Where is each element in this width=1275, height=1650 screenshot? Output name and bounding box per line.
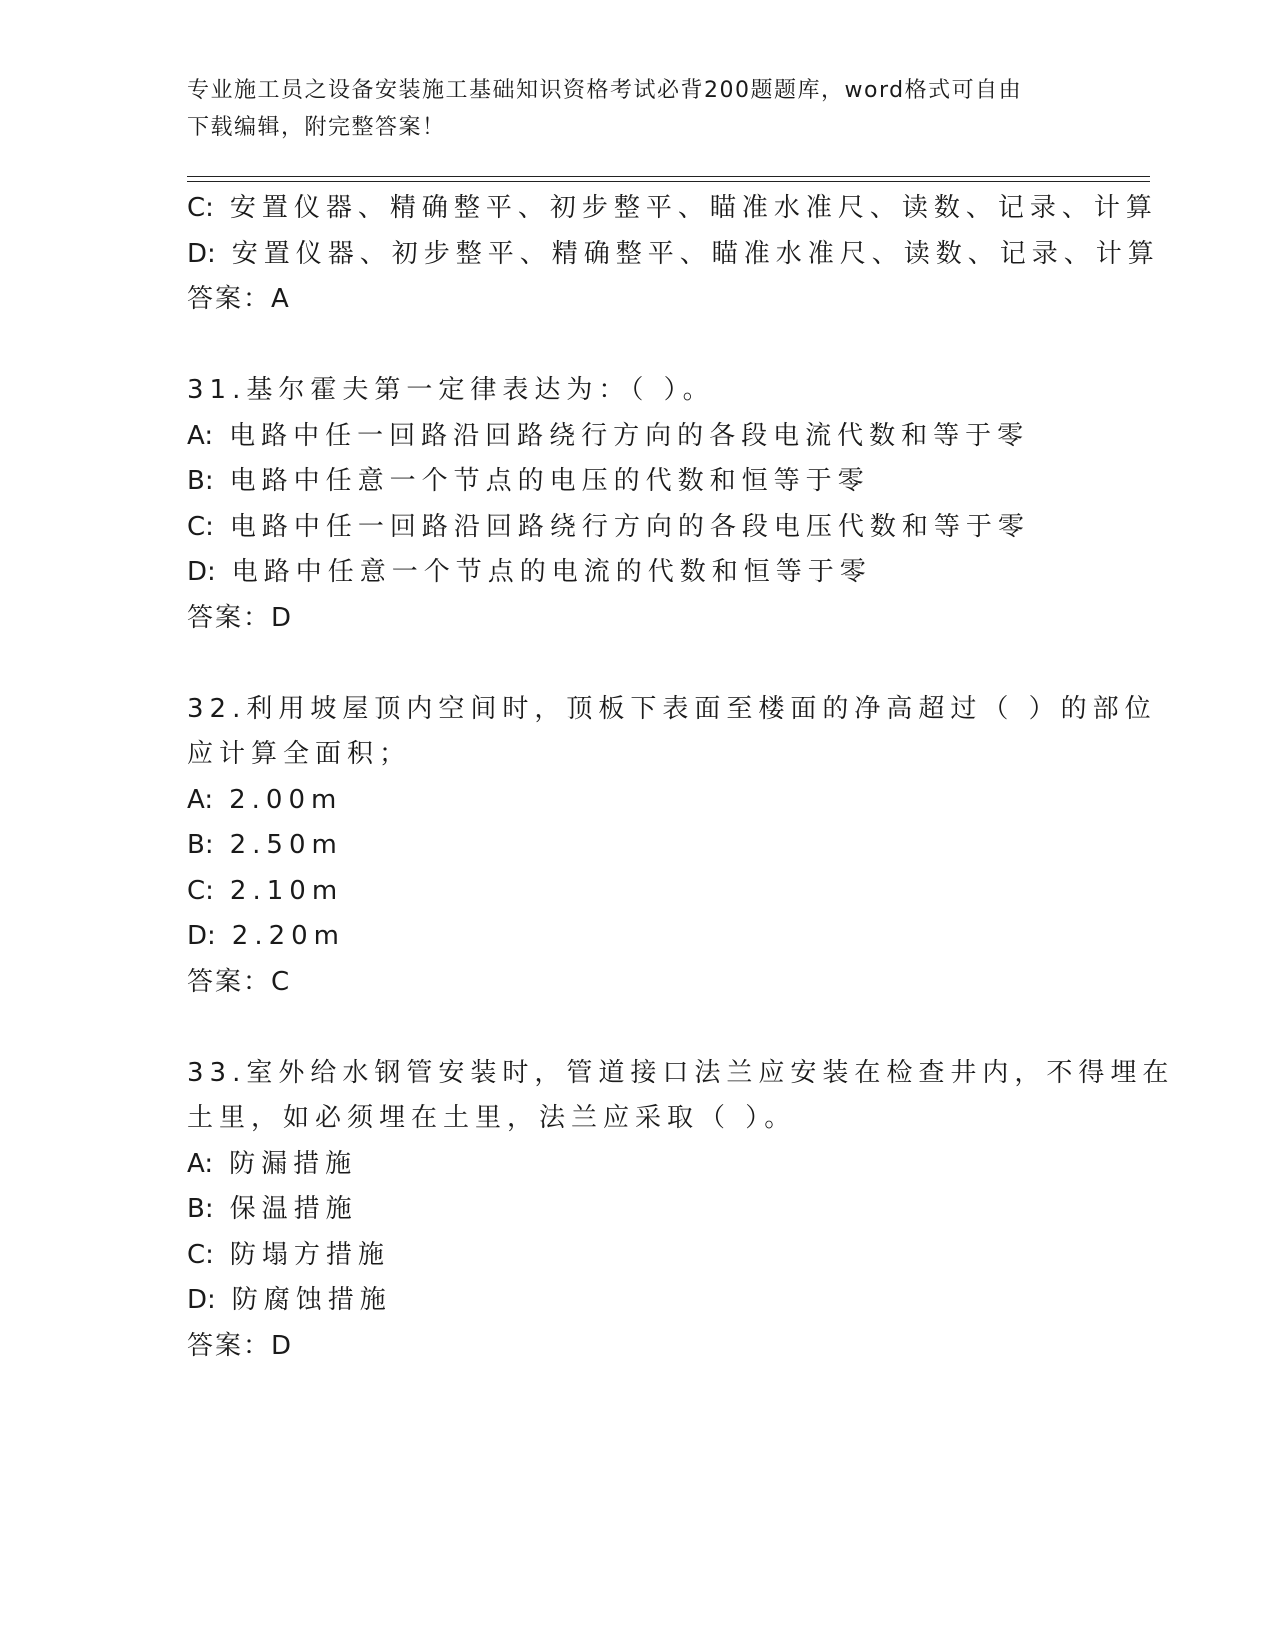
option-text: 防腐蚀措施 — [231, 1285, 392, 1315]
option-text: 安置仪器、初步整平、精确整平、瞄准水准尺、读数、记录、计算 — [231, 238, 1160, 269]
option-c — [187, 505, 1087, 551]
option-b — [187, 823, 1087, 869]
option-key: A: — [187, 420, 214, 451]
question-33 — [187, 1051, 1175, 1370]
option-b — [187, 1187, 1087, 1233]
option-text: 防漏措施 — [229, 1148, 358, 1179]
option-text: 2.50m — [229, 830, 343, 860]
option-c — [187, 869, 1087, 915]
answer-line: 答案：D — [187, 602, 294, 633]
option-text: 电路中任意一个节点的电压的代数和恒等于零 — [229, 466, 870, 496]
header-line-1: 专业施工员之设备安装施工基础知识资格考试必背200题题库，word格式可自由 — [187, 78, 1023, 103]
option-text: 2.10m — [229, 875, 344, 906]
option-key: B: — [187, 830, 214, 860]
header-divider-thin — [187, 181, 1150, 182]
question-stem-line-1: 33.室外给水钢管安装时，管道接口法兰应安装在检查井内，不得埋在 — [187, 1057, 1175, 1088]
option-text: 电路中任意一个节点的电流的代数和恒等于零 — [231, 557, 872, 587]
option-a — [187, 778, 1087, 824]
answer-line: 答案：A — [187, 284, 291, 314]
question-30-tail — [187, 186, 1160, 323]
question-32 — [187, 687, 1157, 1006]
question-stem-line-1: 32.利用坡屋顶内空间时，顶板下表面至楼面的净高超过（ ）的部位 — [187, 693, 1157, 724]
question-31 — [187, 368, 1087, 641]
option-text: 电路中任一回路沿回路绕行方向的各段电流代数和等于零 — [229, 420, 1030, 451]
option-d — [187, 232, 1160, 278]
option-text: 安置仪器、精确整平、初步整平、瞄准水准尺、读数、记录、计算 — [229, 193, 1158, 223]
option-text: 保温措施 — [229, 1194, 358, 1224]
answer-line: 答案：C — [187, 966, 292, 997]
document-header — [187, 72, 1087, 146]
option-text: 电路中任一回路沿回路绕行方向的各段电压代数和等于零 — [229, 511, 1030, 542]
option-key: A: — [187, 784, 214, 815]
option-d — [187, 914, 1087, 960]
option-text: 防塌方措施 — [229, 1239, 390, 1270]
option-d — [187, 550, 1087, 596]
answer-line: 答案：D — [187, 1330, 294, 1361]
option-c — [187, 1233, 1087, 1279]
question-stem: 31.基尔霍夫第一定律表达为：（ ）。 — [187, 375, 715, 405]
option-text: 2.00m — [229, 784, 343, 815]
option-text: 2.20m — [231, 921, 345, 951]
option-key: B: — [187, 466, 214, 496]
option-key: D: — [187, 557, 216, 587]
option-a — [187, 414, 1087, 460]
option-key: D: — [187, 238, 216, 269]
question-stem-line-2: 应计算全面积； — [187, 739, 412, 769]
option-key: B: — [187, 1194, 214, 1224]
option-key: C: — [187, 511, 214, 542]
option-b — [187, 459, 1087, 505]
option-key: C: — [187, 875, 214, 906]
header-line-2: 下载编辑，附完整答案！ — [187, 115, 446, 140]
option-key: A: — [187, 1148, 214, 1179]
question-stem-line-2: 土里，如必须埋在土里，法兰应采取（ ）。 — [187, 1103, 797, 1133]
question-body — [187, 186, 1175, 1369]
option-key: C: — [187, 1239, 214, 1270]
option-key: D: — [187, 921, 216, 951]
option-c — [187, 186, 1158, 232]
option-key: D: — [187, 1285, 216, 1315]
option-d — [187, 1278, 1087, 1324]
option-key: C: — [187, 193, 214, 223]
option-a — [187, 1142, 1087, 1188]
header-divider — [187, 176, 1150, 177]
